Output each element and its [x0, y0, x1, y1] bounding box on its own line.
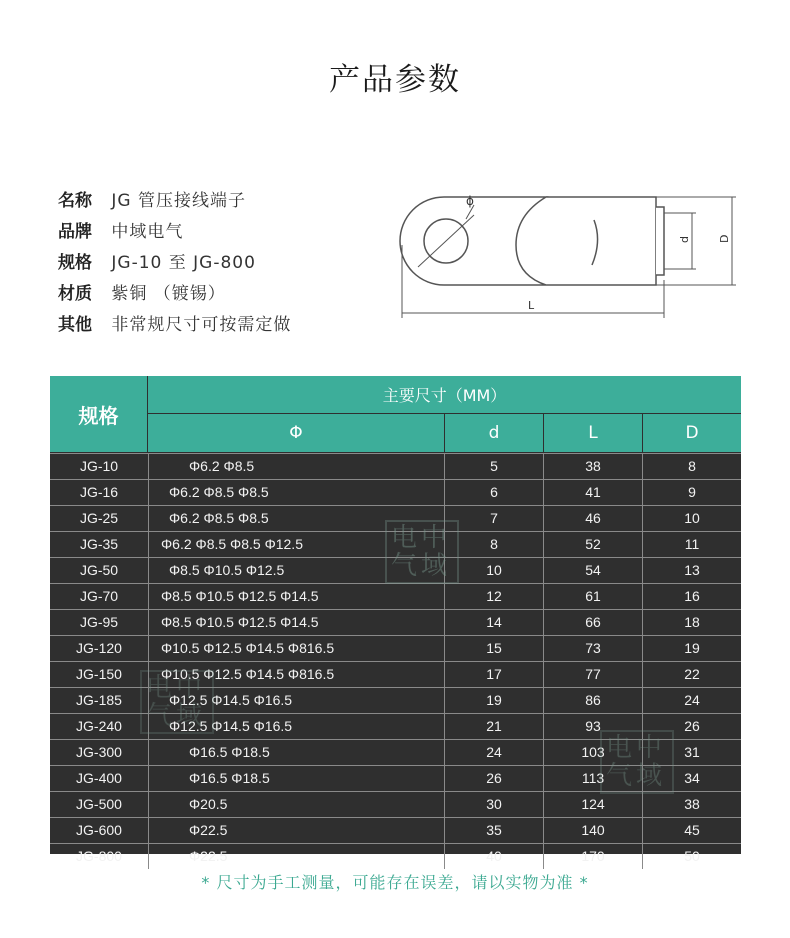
cell-spec: JG-25 — [79, 510, 119, 526]
table-body — [50, 453, 741, 869]
cell-L: 170 — [581, 848, 605, 864]
cell-D: 31 — [684, 744, 700, 760]
d-label: d — [678, 236, 691, 243]
cell-L: 77 — [585, 666, 601, 682]
table-row — [50, 453, 741, 479]
cell-D: 19 — [684, 640, 700, 656]
param-row-other — [58, 314, 291, 345]
param-key: 材质 — [58, 284, 92, 304]
cell-spec: JG-16 — [79, 484, 119, 500]
cell-d: 10 — [486, 562, 502, 578]
cell-d: 12 — [486, 588, 502, 604]
table-row — [50, 609, 741, 635]
cell-spec: JG-10 — [79, 458, 119, 474]
param-row-spec — [58, 252, 291, 283]
cell-D: 18 — [684, 614, 700, 630]
cell-D: 13 — [684, 562, 700, 578]
watermark-logo: 电中 气域 — [385, 520, 459, 584]
cell-L: 73 — [585, 640, 601, 656]
cell-D: 26 — [684, 718, 700, 734]
param-value: 紫铜 （镀锡） — [111, 284, 226, 304]
cell-L: 41 — [585, 484, 601, 500]
barrel-end — [656, 207, 664, 275]
cell-d: 7 — [490, 510, 498, 526]
cell-d: 26 — [486, 770, 502, 786]
cell-phi: Φ16.5 Φ18.5 — [189, 770, 270, 786]
cell-phi: Φ6.2 Φ8.5 Φ8.5 Φ12.5 — [161, 536, 303, 552]
cell-D: 22 — [684, 666, 700, 682]
cell-d: 17 — [486, 666, 502, 682]
cell-phi: Φ6.2 Φ8.5 — [189, 458, 255, 474]
lug-outline — [400, 197, 546, 285]
header-spec: 规格 — [50, 376, 147, 452]
param-row-material — [58, 283, 291, 314]
cell-spec: JG-35 — [79, 536, 119, 552]
param-key: 品牌 — [58, 222, 92, 242]
param-row-name — [58, 190, 291, 221]
cell-spec: JG-240 — [76, 718, 122, 734]
cell-D: 10 — [684, 510, 700, 526]
cell-D: 11 — [684, 536, 700, 552]
cell-spec: JG-600 — [76, 822, 122, 838]
table-row — [50, 583, 741, 609]
cell-L: 140 — [581, 822, 605, 838]
cell-phi: Φ10.5 Φ12.5 Φ14.5 Φ816.5 — [161, 666, 335, 682]
cell-L: 124 — [581, 796, 605, 812]
table-header — [50, 376, 741, 452]
param-value: JG 管压接线端子 — [111, 191, 246, 211]
cell-spec: JG-70 — [79, 588, 119, 604]
cell-phi: Φ12.5 Φ14.5 Φ16.5 — [169, 692, 293, 708]
param-row-brand — [58, 221, 291, 252]
table-row — [50, 817, 741, 843]
table-row — [50, 479, 741, 505]
header-phi: Φ — [148, 414, 444, 452]
cell-phi: Φ6.2 Φ8.5 Φ8.5 — [169, 510, 269, 526]
param-key: 名称 — [58, 191, 92, 211]
cell-phi: Φ20.5 — [189, 796, 228, 812]
cell-phi: Φ22.5 — [189, 822, 228, 838]
watermark-logo: 电中 气域 — [600, 730, 674, 794]
cell-D: 50 — [684, 848, 700, 864]
cell-phi: Φ8.5 Φ10.5 Φ12.5 Φ14.5 — [161, 588, 319, 604]
cell-d: 24 — [486, 744, 502, 760]
product-params — [58, 190, 291, 345]
cell-L: 103 — [581, 744, 605, 760]
cell-d: 5 — [490, 458, 498, 474]
watermark-logo: 电中 气域 — [140, 670, 214, 734]
cell-phi: Φ16.5 Φ18.5 — [189, 744, 270, 760]
cell-spec: JG-400 — [76, 770, 122, 786]
cell-d: 30 — [486, 796, 502, 812]
cell-D: 45 — [684, 822, 700, 838]
L-label: L — [528, 299, 535, 312]
cell-d: 6 — [490, 484, 498, 500]
param-key: 其他 — [58, 315, 92, 335]
page-title: 产品参数 — [329, 62, 461, 98]
cell-spec: JG-150 — [76, 666, 122, 682]
table-row — [50, 791, 741, 817]
cell-D: 24 — [684, 692, 700, 708]
barrel-outline — [546, 197, 656, 285]
cell-D: 8 — [688, 458, 696, 474]
cell-D: 38 — [684, 796, 700, 812]
cell-spec: JG-120 — [76, 640, 122, 656]
cell-L: 52 — [585, 536, 601, 552]
cell-phi: Φ6.2 Φ8.5 Φ8.5 — [169, 484, 269, 500]
cell-phi: Φ22.5 — [189, 848, 228, 864]
cell-D: 16 — [684, 588, 700, 604]
cell-D: 9 — [688, 484, 696, 500]
cell-D: 34 — [684, 770, 700, 786]
cell-d: 40 — [486, 848, 502, 864]
cell-spec: JG-185 — [76, 692, 122, 708]
cell-d: 21 — [486, 718, 502, 734]
table-row — [50, 635, 741, 661]
cell-L: 46 — [585, 510, 601, 526]
param-value: 非常规尺寸可按需定做 — [111, 315, 292, 335]
cell-L: 66 — [585, 614, 601, 630]
param-key: 规格 — [58, 253, 92, 273]
cell-phi: Φ12.5 Φ14.5 Φ16.5 — [169, 718, 293, 734]
cell-L: 93 — [585, 718, 601, 734]
cell-d: 15 — [486, 640, 502, 656]
cell-L: 113 — [581, 770, 605, 786]
cell-d: 14 — [486, 614, 502, 630]
D-label: D — [718, 234, 731, 243]
cell-spec: JG-50 — [79, 562, 119, 578]
cell-d: 35 — [486, 822, 502, 838]
phi-label: ϕ — [466, 194, 474, 208]
cell-phi: Φ8.5 Φ10.5 Φ12.5 Φ14.5 — [161, 614, 319, 630]
cell-d: 8 — [490, 536, 498, 552]
cell-phi: Φ10.5 Φ12.5 Φ14.5 Φ816.5 — [161, 640, 335, 656]
param-value: JG-10 至 JG-800 — [111, 253, 256, 273]
cell-spec: JG-500 — [76, 796, 122, 812]
terminal-lug-diagram — [396, 185, 741, 320]
cell-spec: JG-95 — [79, 614, 119, 630]
cell-L: 38 — [585, 458, 601, 474]
cell-L: 54 — [585, 562, 601, 578]
cell-d: 19 — [486, 692, 502, 708]
header-d: d — [445, 414, 543, 452]
param-value: 中域电气 — [111, 222, 184, 242]
cell-spec: JG-800 — [76, 848, 122, 864]
cell-spec: JG-300 — [76, 744, 122, 760]
header-L: L — [544, 414, 642, 452]
cell-L: 86 — [585, 692, 601, 708]
table-row — [50, 843, 741, 869]
footnote: * 尺寸为手工测量，可能存在误差，请以实物为准 * — [201, 873, 589, 892]
header-D: D — [643, 414, 741, 452]
cell-L: 61 — [585, 588, 601, 604]
cell-phi: Φ8.5 Φ10.5 Φ12.5 — [169, 562, 285, 578]
header-main-dimensions: 主要尺寸（MM） — [148, 376, 741, 413]
